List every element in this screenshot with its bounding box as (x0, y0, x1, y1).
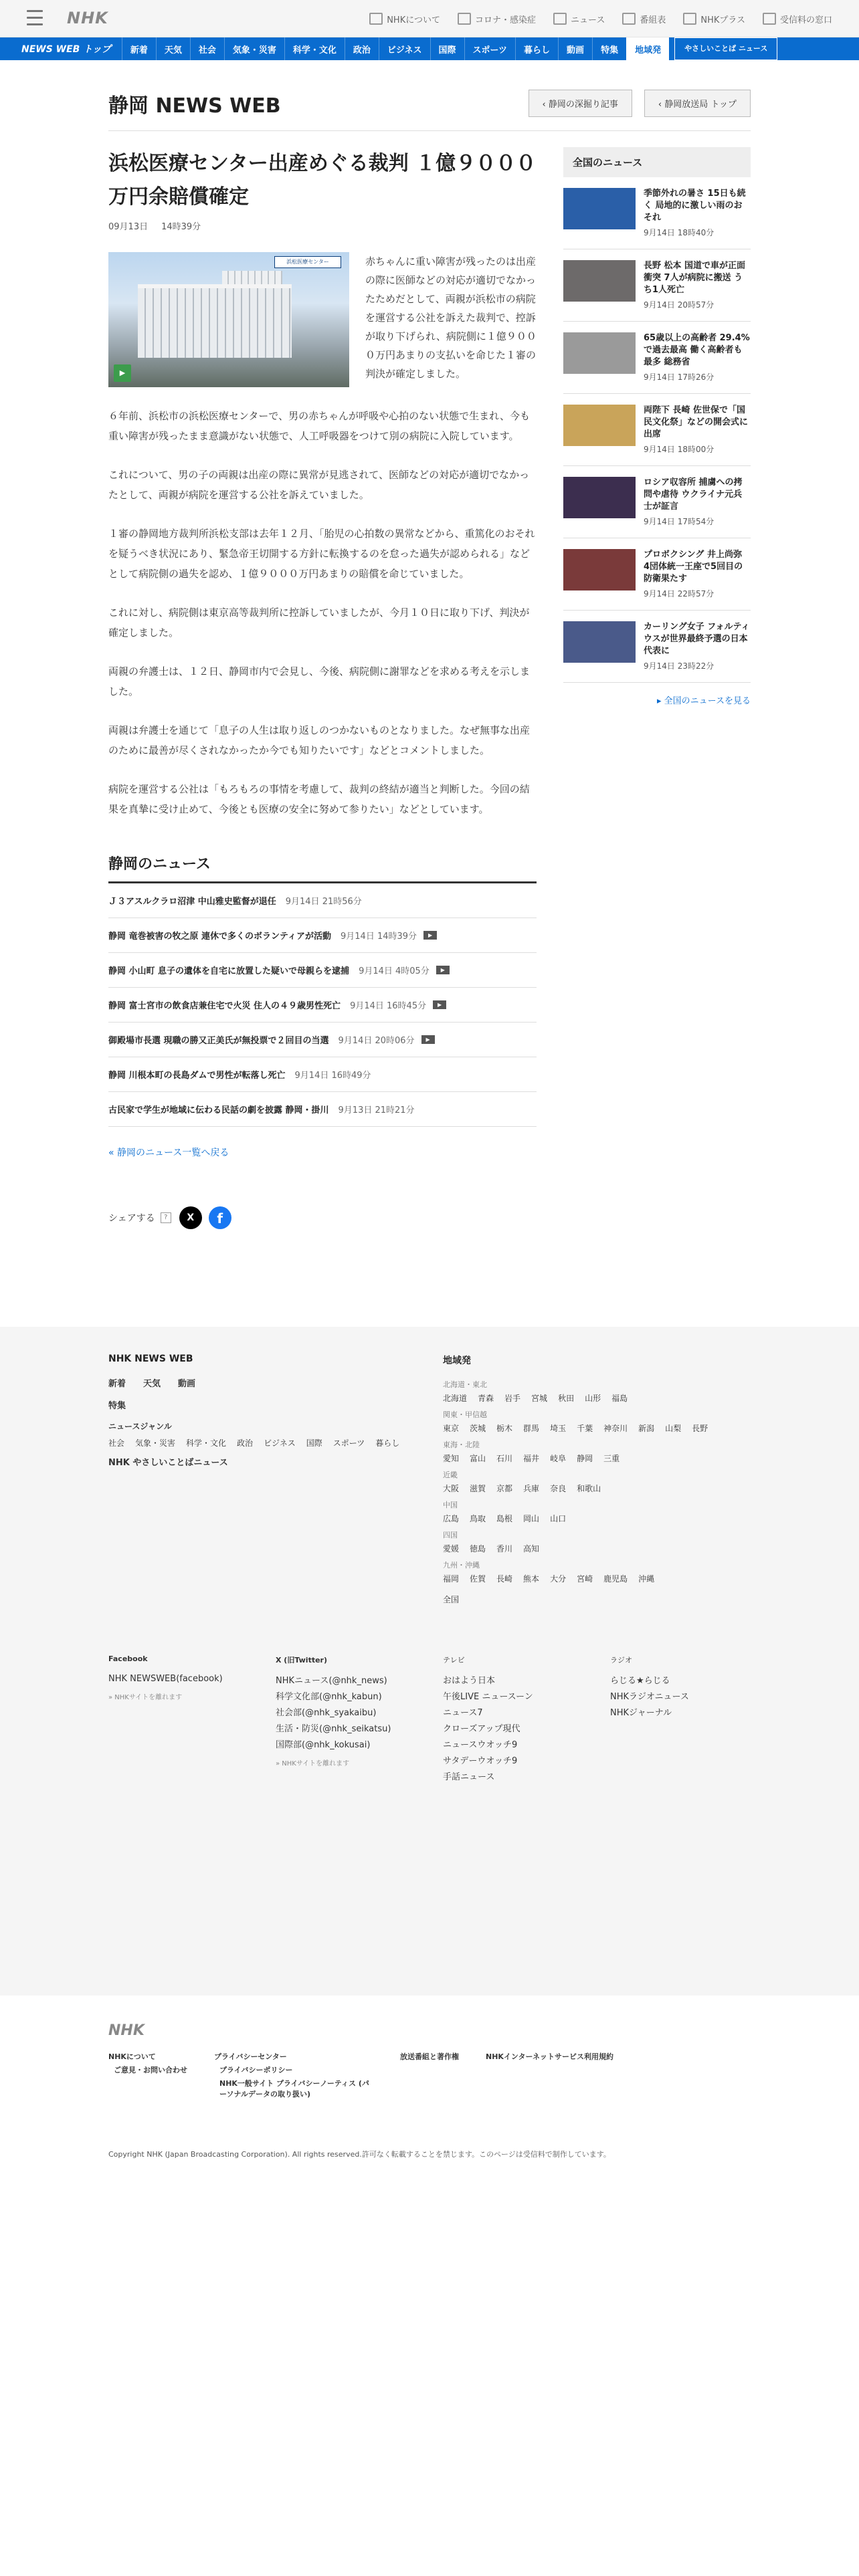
article-paragraph: これに対し、病院側は東京高等裁判所に控訴していましたが、今月１０日に取り下げ、判決が確定しました。 (108, 607, 530, 639)
article-column (108, 147, 537, 1231)
footer-pref-link[interactable]: 広島 (443, 1514, 460, 1523)
footer-link[interactable]: クローズアップ現代 (443, 1724, 520, 1734)
share-label: シェアする (108, 1213, 155, 1224)
utility-links (369, 0, 832, 37)
news-item-time: 9月14日 23時22分 (644, 661, 714, 671)
chevron-left-icon: « (108, 1148, 118, 1158)
footer-region-name: 北海道・東北 (443, 1380, 487, 1389)
news-item-text (644, 332, 751, 383)
footer-pref-link[interactable]: 徳島 (470, 1544, 486, 1553)
footer-pref-link[interactable]: 奈良 (550, 1484, 567, 1493)
footer-pref-link[interactable]: 岡山 (523, 1514, 540, 1523)
share-bar (108, 1204, 537, 1231)
footer-link[interactable]: 動画 (178, 1379, 196, 1389)
nav-yasashii[interactable]: やさしいことば ニュース (674, 37, 777, 60)
national-news-item[interactable] (563, 538, 751, 611)
hospital-building (138, 284, 292, 358)
article-lead (108, 252, 537, 387)
footer-pref-link[interactable]: 愛媛 (443, 1544, 460, 1553)
footer-link[interactable]: 科学文化部(@nhk_kabun) (276, 1692, 382, 1702)
nav-politics[interactable]: 政治 (345, 37, 379, 60)
footer-pref-link[interactable]: 石川 (496, 1454, 513, 1463)
util-link-about[interactable]: NHKについて (369, 13, 440, 25)
nav-sports[interactable]: スポーツ (464, 37, 515, 60)
util-link-fee[interactable]: 受信料の窓口 (763, 13, 832, 25)
menu-icon[interactable] (27, 10, 43, 27)
photo-caption: 浜松医療センター (274, 256, 341, 268)
back-to-list-link[interactable]: « 静岡のニュース一覧へ戻る (108, 1148, 229, 1158)
news-thumbnail[interactable] (563, 260, 636, 302)
news-thumbnail[interactable] (563, 332, 636, 374)
footer-regions (443, 1354, 751, 1609)
news-item-title: 65歳以上の高齢者 29.4%で過去最高 働く高齢者も最多 総務省 (644, 333, 750, 367)
bottom-link-group (108, 2051, 187, 2099)
footer-radio-heading: ラジオ (610, 1656, 632, 1665)
footer-region-items (443, 1513, 751, 1524)
top-utility-bar (0, 0, 859, 37)
footer-pref-link[interactable]: 島根 (496, 1514, 513, 1523)
copyright: Copyright NHK (Japan Broadcasting Corporation). All rights reserved.許可なく転載することを禁じます。このページは受信料で制作しています。 (108, 2150, 611, 2159)
article-datetime (108, 219, 537, 232)
news-item-title: 両陛下 長崎 佐世保で「国民文化祭」などの開会式に出席 (644, 405, 749, 439)
video-icon: ▶ (433, 1000, 446, 1009)
news-thumbnail[interactable] (563, 549, 636, 591)
footer-link[interactable]: 生活・防災(@nhk_seikatsu) (276, 1724, 391, 1734)
nav-life[interactable]: 暮らし (515, 37, 558, 60)
footer-link[interactable]: ニュース7 (443, 1708, 483, 1718)
footer-region-items (443, 1453, 751, 1464)
footer-pref-link[interactable]: 静岡 (577, 1454, 593, 1463)
article-paragraph: 両親は弁護士を通じて「息子の人生は取り返しのつかないものとなりました。なぜ無事な出産のために最善が尽くされなかったか今でも知りたいです」などとコメントしました。 (108, 724, 531, 756)
chevron-right-icon: ▸ (656, 696, 664, 706)
nhk-icon (369, 13, 383, 25)
nav-international[interactable]: 国際 (430, 37, 464, 60)
news-thumbnail[interactable] (563, 405, 636, 446)
footer-pref-link[interactable]: 北海道 (443, 1394, 468, 1403)
national-news-item[interactable] (563, 322, 751, 394)
news-list-item[interactable]: 静岡 小山町 息子の遺体を自宅に放置した疑いで母親らを逮捕 9月14日 4時05分 ▶ (108, 953, 537, 988)
footer-zenkoku (443, 1594, 751, 1605)
news-thumbnail[interactable] (563, 621, 636, 663)
footer-pref-link[interactable]: 長崎 (496, 1574, 513, 1584)
footer-facebook-heading: Facebook (108, 1654, 148, 1663)
bottom-link[interactable]: NHKインターネットサービス利用規約 (486, 2052, 613, 2061)
article-title: 浜松医療センター出産めぐる裁判 １億９０００万円余賠償確定 (108, 152, 537, 209)
news-list-item[interactable]: 御殿場市長選 現職の勝又正美氏が無投票で２回目の当選 9月14日 20時06分 ▶ (108, 1023, 537, 1057)
footer-pref-link[interactable]: 富山 (470, 1454, 486, 1463)
footer-pref-link[interactable]: 愛知 (443, 1454, 460, 1463)
article-body (108, 406, 537, 819)
footer-x (276, 1654, 436, 1767)
footer-pref-link[interactable]: 福井 (523, 1454, 540, 1463)
footer-row1 (108, 1376, 403, 1389)
nhkplus-icon (683, 13, 696, 25)
bottom-link[interactable]: ご意見・お問い合わせ (114, 2066, 187, 2074)
footer-pref-link[interactable]: 鳥取 (470, 1514, 486, 1523)
national-news-heading: 全国のニュース (563, 147, 751, 177)
nhk-logo[interactable]: NHK (67, 9, 108, 27)
footer-pref-link[interactable]: 熊本 (523, 1574, 540, 1584)
nav-weather[interactable]: 天気 (156, 37, 190, 60)
national-news-list (563, 177, 751, 683)
footer-pref-link[interactable]: 佐賀 (470, 1574, 486, 1584)
footer-link[interactable]: NHKジャーナル (610, 1708, 672, 1718)
footer-pref-link[interactable]: 茨城 (470, 1424, 486, 1433)
external-link-icon: » (276, 1760, 282, 1767)
article-paragraph: １審の静岡地方裁判所浜松支部は去年１２月、「胎児の心拍数の異常などから、重篤化のおそれを疑うべき状況にあり、緊急帝王切開する方針に転換するのを怠った過失が認められる」などとして病院側の過失を認め、１億９０００万円あまりの賠償を命じていました。 (108, 528, 535, 580)
footer-pref-link[interactable]: 岐阜 (550, 1454, 567, 1463)
fee-icon (763, 13, 776, 25)
footer-genre-link[interactable]: 社会 (108, 1438, 125, 1448)
nav-society[interactable]: 社会 (190, 37, 224, 60)
news-item-time: 9月14日 18時40分 (644, 228, 714, 237)
bottom-links (108, 2051, 751, 2099)
news-item-text (644, 405, 751, 455)
bottom-link[interactable]: プライバシーセンター (214, 2052, 287, 2061)
footer-pref-link[interactable]: 滋賀 (470, 1484, 486, 1493)
news-list-item[interactable]: 静岡 富士宮市の飲食店兼住宅で火災 住人の４９歳男性死亡 9月14日 16時45分 ▶ (108, 988, 537, 1023)
footer-pref-link[interactable]: 埼玉 (550, 1424, 567, 1433)
footer-region-name: 近畿 (443, 1471, 458, 1479)
footer-link[interactable]: おはよう日本 (443, 1676, 496, 1686)
news-icon (553, 13, 567, 25)
news-item-title: ロシア収容所 捕虜への拷問や虐待 ウクライナ元兵士が証言 (644, 477, 743, 512)
external-note: » NHKサイトを離れます (108, 1694, 183, 1701)
station-top-button[interactable]: ‹ 静岡放送局 トップ (644, 90, 751, 117)
util-link-corona[interactable]: コロナ・感染症 (458, 13, 536, 25)
bottom-bar (0, 1996, 859, 2576)
x-share-icon[interactable]: X (179, 1206, 202, 1229)
article-video-thumbnail[interactable] (108, 252, 349, 387)
news-item-time: 9月14日 17時26分 (644, 372, 714, 382)
news-thumbnail[interactable] (563, 477, 636, 518)
national-news-item[interactable] (563, 611, 751, 683)
footer-pref-link[interactable]: 香川 (496, 1544, 513, 1553)
content-columns (108, 147, 751, 1231)
footer-genre-link[interactable]: ビジネス (264, 1438, 296, 1448)
footer-link[interactable]: 天気 (143, 1379, 161, 1389)
video-play-icon[interactable]: ▶ (114, 364, 131, 382)
shizuoka-news-heading: 静岡のニュース (108, 853, 537, 883)
footer-link[interactable]: NHKニュース(@nhk_news) (276, 1676, 387, 1686)
footer-link[interactable]: 社会部(@nhk_syakaibu) (276, 1708, 377, 1718)
page-container (108, 76, 751, 1231)
footer-link[interactable]: サタデーウオッチ9 (443, 1756, 518, 1766)
news-item-title: カーリング女子 フォルティウスが世界最終予選の日本代表に (644, 622, 750, 656)
footer-region-items (443, 1392, 751, 1404)
bottom-link[interactable]: NHK一般サイト プライバシーノーティス (パーソナルデータの取り扱い) (219, 2079, 369, 2099)
bottom-inner (108, 1996, 751, 2159)
footer-link[interactable]: NHKラジオニュース (610, 1692, 689, 1702)
footer-region-name: 四国 (443, 1531, 458, 1539)
footer-region-name: 東海・北陸 (443, 1440, 480, 1449)
news-thumbnail[interactable] (563, 188, 636, 229)
footer-region-list (443, 1379, 751, 1584)
footer-pref-link[interactable]: 高知 (523, 1544, 540, 1553)
article-paragraph: ６年前、浜松市の浜松医療センターで、男の赤ちゃんが呼吸や心拍のない状態で生まれ、今も重い障害が残ったまま意識がない状態で、人工呼吸器をつけて別の病院に入院しています。 (108, 410, 531, 442)
footer-pref-link[interactable]: 神奈川 (603, 1424, 628, 1433)
national-news-item[interactable] (563, 177, 751, 249)
footer-link[interactable]: NHK やさしいことばニュース (108, 1458, 228, 1468)
footer-pref-link[interactable]: 栃木 (496, 1424, 513, 1433)
footer-pref-link[interactable]: 青森 (478, 1394, 494, 1403)
deep-dive-button[interactable]: ‹ 静岡の深掘り記事 (529, 90, 632, 117)
footer-radio-list (610, 1673, 751, 1721)
news-item-time: 9月14日 17時54分 (644, 517, 714, 526)
facebook-share-icon[interactable]: f (209, 1206, 231, 1229)
external-note: » NHKサイトを離れます (276, 1760, 350, 1767)
news-item-title: 長野 松本 国道で車が正面衝突 7人が病院に搬送 うち1人死亡 (644, 261, 746, 295)
external-link-icon: » (108, 1694, 115, 1701)
footer-pref-link[interactable]: 山梨 (665, 1424, 682, 1433)
footer-genre-list (108, 1437, 403, 1448)
footer-region-name: 九州・沖縄 (443, 1561, 480, 1570)
national-news-item[interactable] (563, 394, 751, 466)
footer-pref-link[interactable]: 山形 (585, 1394, 601, 1403)
news-item-time: 9月14日 20時57分 (644, 300, 714, 310)
footer-newsweb-heading[interactable]: NHK NEWS WEB (108, 1354, 193, 1364)
local-title[interactable]: 静岡 NEWS WEB (108, 94, 281, 118)
footer-tv-list (443, 1673, 603, 1786)
footer-link[interactable]: 午後LIVE ニュースーン (443, 1692, 533, 1702)
video-icon: ▶ (423, 931, 437, 940)
news-item-text (644, 549, 751, 599)
news-item-title: プロボクシング 井上尚弥 4団体統一王座で5回目の防衛果たす (644, 550, 743, 584)
footer-pref-link[interactable]: 京都 (496, 1484, 513, 1493)
nav-disaster[interactable]: 気象・災害 (224, 37, 284, 60)
util-link-news[interactable]: ニュース (553, 13, 605, 25)
footer-inner (108, 1327, 751, 1782)
footer-pref-link[interactable]: 山口 (550, 1514, 567, 1523)
footer-pref-link[interactable]: 東京 (443, 1424, 460, 1433)
main-nav (0, 37, 859, 60)
footer-link[interactable]: 手話ニュース (443, 1772, 495, 1782)
bottom-link[interactable]: プライバシーポリシー (219, 2066, 293, 2074)
footer-pref-link[interactable]: 三重 (603, 1454, 620, 1463)
footer-genre-link[interactable]: 暮らし (375, 1438, 400, 1448)
footer (0, 1327, 859, 1996)
footer-pref-link[interactable]: 鹿児島 (603, 1574, 628, 1584)
news-list-item[interactable]: Ｊ３アスルクラロ沼津 中山雅史監督が退任 9月14日 21時56分 (108, 883, 537, 918)
footer-row3 (108, 1455, 403, 1468)
footer-radio (610, 1654, 751, 1721)
bottom-link[interactable]: NHKについて (108, 2052, 156, 2061)
news-list-item[interactable]: 静岡 竜巻被害の牧之原 連休で多くのボランティアが活動 9月14日 14時39分 ▶ (108, 918, 537, 953)
shizuoka-news-section (108, 853, 537, 1159)
help-icon[interactable]: ? (161, 1212, 171, 1223)
footer-pref-link[interactable]: 兵庫 (523, 1484, 540, 1493)
newsweb-top-link[interactable]: NEWS WEB トップ (21, 44, 111, 55)
nav-local[interactable]: 地域発 (626, 37, 669, 60)
video-icon: ▶ (421, 1035, 435, 1044)
video-icon: ▶ (436, 966, 450, 974)
nav-feature[interactable]: 特集 (592, 37, 626, 60)
footer-genre-link[interactable]: 政治 (237, 1438, 254, 1448)
article-date: 09月13日 (108, 222, 149, 232)
news-item-time: 9月14日 18時00分 (644, 445, 714, 454)
footer-region-items (443, 1573, 751, 1584)
footer-newsweb (108, 1354, 403, 1477)
bottom-link[interactable]: 放送番組と著作権 (400, 2052, 459, 2061)
footer-x-heading: X (旧Twitter) (276, 1656, 327, 1665)
all-national-news-link[interactable]: ▸ 全国のニュースを見る (656, 696, 751, 706)
footer-x-list (276, 1673, 436, 1753)
footer-pref-link[interactable]: 沖縄 (638, 1574, 655, 1584)
footer-pref-link[interactable]: 千葉 (577, 1424, 593, 1433)
footer-genre-link[interactable]: スポーツ (332, 1438, 365, 1448)
footer-pref-link[interactable]: 福岡 (443, 1574, 460, 1584)
util-link-program[interactable]: 番組表 (622, 13, 666, 25)
chevron-left-icon: ‹ (658, 100, 665, 110)
footer-region-name: 関東・甲信越 (443, 1410, 487, 1419)
nav-science[interactable]: 科学・文化 (284, 37, 345, 60)
national-news-item[interactable] (563, 249, 751, 322)
article-time: 14時39分 (161, 222, 201, 232)
news-item-title: 季節外れの暑さ 15日も続く 局地的に激しい雨のおそれ (644, 189, 746, 223)
footer-pref-link[interactable]: 群馬 (523, 1424, 540, 1433)
footer-pref-link[interactable]: 福島 (611, 1394, 628, 1403)
news-item-time: 9月14日 22時57分 (644, 589, 714, 599)
footer-pref-link[interactable]: 長野 (692, 1424, 708, 1433)
chevron-left-icon: ‹ (542, 100, 549, 110)
footer-pref-link[interactable]: 宮崎 (577, 1574, 593, 1584)
news-item-text (644, 260, 751, 310)
article-paragraph: 病院を運営する公社は「もろもろの事情を考慮して、裁判の終結が適当と判断した。今回の結果を真摯に受け止めて、今後とも医療の安全に努めて参りたい」などとしています。 (108, 783, 530, 815)
footer-pref-link[interactable]: 秋田 (558, 1394, 575, 1403)
national-news-item[interactable] (563, 466, 751, 538)
nav-new[interactable]: 新着 (122, 37, 156, 60)
footer-tv (443, 1654, 603, 1786)
footer-pref-link[interactable]: 和歌山 (577, 1484, 601, 1493)
footer-pref-link[interactable]: 大阪 (443, 1484, 460, 1493)
news-item-text (644, 188, 751, 238)
footer-genre-link[interactable]: 国際 (306, 1438, 322, 1448)
footer-link[interactable]: 国際部(@nhk_kokusai) (276, 1740, 371, 1750)
footer-region-items (443, 1422, 751, 1434)
util-link-nhkplus[interactable]: NHKプラス (683, 13, 745, 25)
footer-region-heading: 地域発 (443, 1356, 471, 1366)
footer-link[interactable]: 新着 (108, 1379, 126, 1389)
news-list-item[interactable]: 静岡 川根本町の長島ダムで男性が転落し死亡 9月14日 16時49分 (108, 1057, 537, 1092)
footer-link[interactable]: らじる★らじる (610, 1676, 670, 1686)
article-paragraph: 両親の弁護士は、１２日、静岡市内で会見し、今後、病院側に謝罪などを求める考えを示しました。 (108, 665, 531, 697)
footer-genre-heading: ニュースジャンル (108, 1422, 172, 1431)
footer-pref-link[interactable]: 大分 (550, 1574, 567, 1584)
footer-facebook (108, 1654, 269, 1701)
footer-link[interactable]: 全国 (443, 1595, 460, 1604)
footer-region-items (443, 1543, 751, 1554)
news-item-text (644, 621, 751, 671)
news-list-item[interactable]: 古民家で学生が地域に伝わる民話の劇を披露 静岡・掛川 9月13日 21時21分 (108, 1092, 537, 1127)
footer-genre-link[interactable]: 気象・災害 (135, 1438, 176, 1448)
corona-icon (458, 13, 471, 25)
footer-row2 (108, 1398, 403, 1411)
bottom-link-group (214, 2051, 373, 2099)
article-paragraph: これについて、男の子の両親は出産の際に異常が見逃されて、医師などの対応が適切でなかったとして、両親が病院を運営する公社を訴えていました。 (108, 469, 530, 501)
footer-region-items (443, 1483, 751, 1494)
footer-link[interactable]: NHK NEWSWEB(facebook) (108, 1674, 223, 1684)
footer-genre-link[interactable]: 科学・文化 (186, 1438, 227, 1448)
news-item-text (644, 477, 751, 527)
footer-region-name: 中国 (443, 1501, 458, 1509)
program-guide-icon (622, 13, 636, 25)
footer-pref-link[interactable]: 新潟 (638, 1424, 655, 1433)
footer-tv-heading: テレビ (443, 1656, 465, 1665)
footer-pref-link[interactable]: 岩手 (504, 1394, 521, 1403)
footer-pref-link[interactable]: 宮城 (531, 1394, 548, 1403)
local-header (108, 76, 751, 131)
article-lead-text: 赤ちゃんに重い障害が残ったのは出産の際に医師などの対応が適切でなかったためだとして、両親が浜松市の病院を運営する公社を訴えた裁判で、控訴が取り下げられ、病院側に１億９０００万円あまりの支払いを命じた１審の判決が確定しました。 (365, 255, 537, 380)
nav-business[interactable]: ビジネス (379, 37, 430, 60)
footer-link[interactable]: 特集 (108, 1401, 126, 1411)
sidebar (563, 147, 751, 1231)
nav-video[interactable]: 動画 (558, 37, 592, 60)
bottom-nhk-logo[interactable]: NHK (108, 2022, 145, 2039)
footer-link[interactable]: ニュースウオッチ9 (443, 1740, 518, 1750)
